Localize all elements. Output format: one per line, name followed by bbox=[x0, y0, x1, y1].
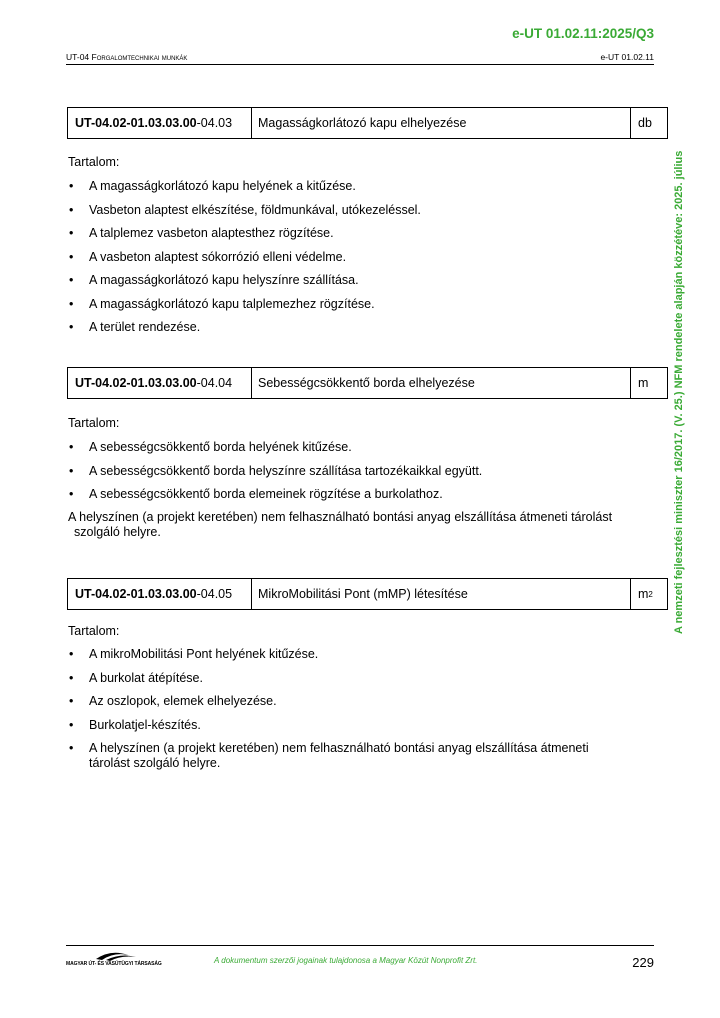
list-item bbox=[68, 226, 658, 241]
content-list-04-03 bbox=[68, 179, 658, 344]
list-item-text: A magasságkorlátozó kapu helyszínre szállítása. bbox=[89, 273, 359, 287]
header-chapter-title: Forgalomtechnikai munkák bbox=[91, 52, 188, 62]
header-divider bbox=[66, 64, 654, 65]
list-item-text: A mikroMobilitási Pont helyének kitűzése. bbox=[89, 647, 319, 661]
bullet-icon: • bbox=[69, 296, 74, 311]
list-item bbox=[68, 718, 658, 733]
content-label: Tartalom: bbox=[68, 624, 120, 638]
item-code-main: UT-04.02-01.03.03.00 bbox=[75, 116, 197, 130]
item-table-04-03 bbox=[67, 107, 668, 139]
item-code bbox=[68, 579, 252, 609]
list-item-text: A helyszínen (a projekt keretében) nem felhasználható bontási anyag elszállítása átmeneti tárolást szolgáló helyre. bbox=[89, 741, 589, 770]
list-item bbox=[68, 250, 658, 265]
list-item-text: Vasbeton alaptest elkészítése, földmunkával, utókezeléssel. bbox=[89, 202, 421, 217]
bullet-icon: • bbox=[69, 320, 74, 334]
item-unit-base: m bbox=[638, 587, 649, 601]
item-table-04-05 bbox=[67, 578, 668, 610]
footer-divider bbox=[66, 945, 654, 946]
header-doc-ref: e-UT 01.02.11 bbox=[600, 52, 654, 62]
bullet-icon: • bbox=[69, 273, 74, 287]
copyright-notice: A dokumentum szerzői jogainak tulajdonosa a Magyar Közút Nonprofit Zrt. bbox=[214, 956, 478, 965]
item-code bbox=[68, 368, 252, 398]
bullet-icon: • bbox=[69, 202, 74, 217]
item-code-main: UT-04.02-01.03.03.00 bbox=[75, 376, 197, 390]
list-item bbox=[68, 487, 658, 502]
content-list-04-04 bbox=[68, 440, 658, 511]
content-list-04-05 bbox=[68, 647, 658, 780]
bullet-icon: • bbox=[69, 226, 74, 240]
item-name: Sebességcsökkentő borda elhelyezése bbox=[252, 368, 631, 398]
bullet-icon: • bbox=[69, 463, 74, 478]
bullet-icon: • bbox=[69, 694, 74, 708]
item-unit: db bbox=[638, 116, 652, 130]
item-code bbox=[68, 108, 252, 138]
note-line-1: A helyszínen (a projekt keretében) nem felhasználható bontási anyag elszállítása átmeneti tárolást bbox=[68, 510, 613, 524]
list-item bbox=[68, 179, 658, 194]
bullet-icon: • bbox=[69, 647, 74, 661]
bullet-icon: • bbox=[69, 741, 74, 755]
bullet-icon: • bbox=[69, 717, 74, 732]
page-number: 229 bbox=[632, 955, 654, 970]
list-item bbox=[68, 694, 658, 709]
item-code-suffix: -04.03 bbox=[196, 116, 233, 130]
company-logo bbox=[66, 949, 186, 971]
disposal-note bbox=[68, 510, 658, 540]
list-item bbox=[68, 741, 658, 771]
bullet-icon: • bbox=[69, 249, 74, 264]
logo-text: MAGYAR ÚT- ÉS VASÚTÜGYI TÁRSASÁG bbox=[66, 961, 162, 967]
list-item-text: A sebességcsökkentő borda helyszínre szállítása tartozékaikkal együtt. bbox=[89, 463, 483, 478]
item-table-04-04 bbox=[67, 367, 668, 399]
item-name: Magasságkorlátozó kapu elhelyezése bbox=[252, 108, 631, 138]
list-item-text: A terület rendezése. bbox=[89, 320, 201, 334]
item-code-suffix: -04.05 bbox=[196, 587, 233, 601]
list-item-text: Burkolatjel-készítés. bbox=[89, 717, 201, 732]
list-item bbox=[68, 297, 658, 312]
list-item-text: A magasságkorlátozó kapu talplemezhez rögzítése. bbox=[89, 296, 375, 311]
list-item-text: A sebességcsökkentő borda elemeinek rögzítése a burkolathoz. bbox=[89, 487, 443, 501]
list-item bbox=[68, 203, 658, 218]
bullet-icon: • bbox=[69, 440, 74, 454]
list-item-text: Az oszlopok, elemek elhelyezése. bbox=[89, 694, 277, 708]
publication-side-note: A nemzeti fejlesztési miniszter 16/2017. (V. 25.) NFM rendelete alapján közzétéve: 2025. július bbox=[673, 150, 685, 634]
document-code: e-UT 01.02.11:2025/Q3 bbox=[512, 26, 654, 41]
list-item bbox=[68, 647, 658, 662]
list-item-text: A vasbeton alaptest sókorrózió elleni védelme. bbox=[89, 249, 347, 264]
bullet-icon: • bbox=[69, 487, 74, 501]
header-chapter bbox=[66, 52, 187, 62]
bullet-icon: • bbox=[69, 670, 74, 685]
list-item-text: A talplemez vasbeton alaptesthez rögzítése. bbox=[89, 226, 334, 240]
list-item-text: A burkolat átépítése. bbox=[89, 670, 203, 685]
item-unit-exponent: 2 bbox=[648, 589, 653, 599]
item-code-suffix: -04.04 bbox=[196, 376, 233, 390]
content-label: Tartalom: bbox=[68, 416, 120, 430]
content-label: Tartalom: bbox=[68, 155, 120, 169]
list-item bbox=[68, 273, 658, 288]
list-item bbox=[68, 320, 658, 335]
list-item bbox=[68, 464, 658, 479]
header-chapter-prefix: UT-04 bbox=[66, 52, 92, 62]
item-unit bbox=[631, 579, 667, 609]
list-item bbox=[68, 440, 658, 455]
item-code-main: UT-04.02-01.03.03.00 bbox=[75, 587, 197, 601]
list-item-text: A magasságkorlátozó kapu helyének a kitűzése. bbox=[89, 179, 356, 193]
item-name: MikroMobilitási Pont (mMP) létesítése bbox=[252, 579, 631, 609]
bullet-icon: • bbox=[69, 179, 74, 193]
logo-swoosh-icon bbox=[66, 949, 186, 971]
note-line-2: szolgáló helyre. bbox=[74, 525, 161, 539]
list-item bbox=[68, 671, 658, 686]
item-unit: m bbox=[638, 376, 649, 390]
list-item-text: A sebességcsökkentő borda helyének kitűzése. bbox=[89, 440, 352, 454]
